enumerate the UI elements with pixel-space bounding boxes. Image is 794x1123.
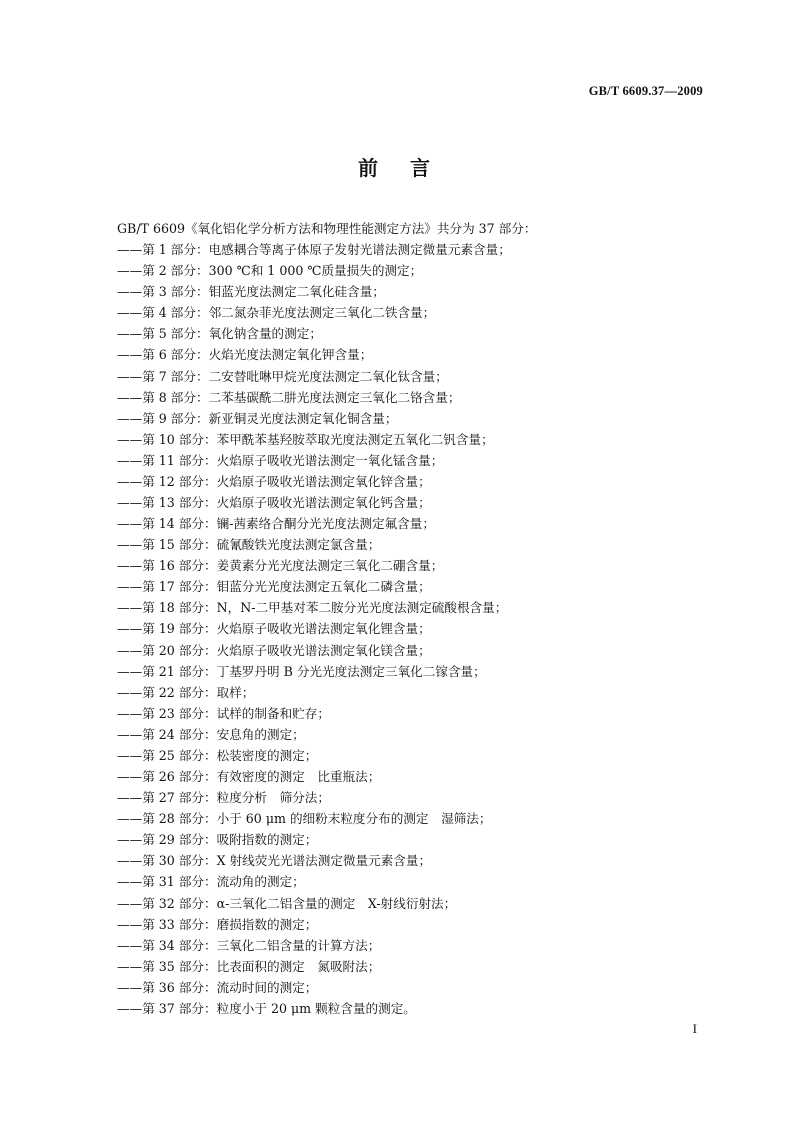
part-item: ——第 25 部分：松装密度的测定；: [117, 747, 318, 763]
part-item: ——第 28 部分：小于 60 μm 的细粉末粒度分布的测定 湿筛法；: [117, 811, 492, 827]
part-item: ——第 21 部分：丁基罗丹明 B 分光光度法测定三氧化二镓含量；: [117, 663, 486, 679]
part-item: ——第 35 部分：比表面积的测定 氮吸附法；: [117, 958, 381, 974]
part-item: ——第 14 部分：镧-茜素络合酮分光光度法测定氟含量；: [117, 516, 435, 532]
part-item: ——第 15 部分：硫氰酸铁光度法测定氯含量；: [117, 537, 381, 553]
part-item: ——第 13 部分：火焰原子吸收光谱法测定氧化钙含量；: [117, 495, 431, 511]
part-item: ——第 16 部分：姜黄素分光光度法测定三氧化二硼含量；: [117, 558, 444, 574]
standard-number: GB/T 6609.37—2009: [588, 84, 703, 98]
page-title: 前 言: [358, 156, 436, 180]
part-item: ——第 7 部分：二安替吡啉甲烷光度法测定二氧化钛含量；: [117, 368, 448, 384]
part-item: ——第 29 部分：吸附指数的测定；: [117, 832, 318, 848]
part-item: ——第 20 部分：火焰原子吸收光谱法测定氧化镁含量；: [117, 642, 431, 658]
intro-paragraph: GB/T 6609《氧化铝化学分析方法和物理性能测定方法》共分为 37 部分：: [117, 221, 537, 236]
part-item: ——第 4 部分：邻二氮杂菲光度法测定三氧化二铁含量；: [117, 305, 436, 321]
part-item: ——第 2 部分：300 ℃和 1 000 ℃质量损失的测定；: [117, 263, 423, 279]
part-item: ——第 6 部分：火焰光度法测定氧化钾含量；: [117, 347, 373, 363]
part-item: ——第 22 部分：取样；: [117, 684, 255, 700]
part-item: ——第 17 部分：钼蓝分光光度法测定五氧化二磷含量；: [117, 579, 431, 595]
part-item: ——第 3 部分：钼蓝光度法测定二氧化硅含量；: [117, 284, 385, 300]
part-item: ——第 19 部分：火焰原子吸收光谱法测定氧化锂含量；: [117, 621, 431, 637]
part-item: ——第 23 部分：试样的制备和贮存；: [117, 705, 330, 721]
part-item: ——第 32 部分：α-三氧化二铝含量的测定 X-射线衍射法；: [117, 895, 457, 911]
foreword-body: [117, 218, 717, 1019]
page-number: I: [692, 1021, 697, 1036]
part-item: ——第 33 部分：磨损指数的测定；: [117, 916, 318, 932]
part-item: ——第 31 部分：流动角的测定；: [117, 874, 305, 890]
part-item: ——第 12 部分：火焰原子吸收光谱法测定氧化锌含量；: [117, 473, 431, 489]
part-item: ——第 34 部分：三氧化二铝含量的计算方法；: [117, 937, 381, 953]
part-item: ——第 9 部分：新亚铜灵光度法测定氧化铜含量；: [117, 410, 398, 426]
part-item: ——第 37 部分：粒度小于 20 μm 颗粒含量的测定。: [117, 1000, 416, 1016]
part-item: ——第 30 部分：X 射线荧光光谱法测定微量元素含量；: [117, 853, 432, 869]
part-item: ——第 18 部分：N，N-二甲基对苯二胺分光光度法测定硫酸根含量；: [117, 600, 508, 616]
part-item: ——第 8 部分：二苯基碳酰二肼光度法测定三氧化二铬含量；: [117, 389, 461, 405]
part-item: ——第 1 部分：电感耦合等离子体原子发射光谱法测定微量元素含量；: [117, 242, 511, 258]
part-item: ——第 5 部分：氧化钠含量的测定；: [117, 326, 322, 342]
part-item: ——第 11 部分：火焰原子吸收光谱法测定一氧化锰含量；: [117, 452, 444, 468]
part-item: ——第 26 部分：有效密度的测定 比重瓶法；: [117, 769, 381, 785]
part-item: ——第 24 部分：安息角的测定；: [117, 726, 305, 742]
part-item: ——第 27 部分：粒度分析 筛分法；: [117, 790, 330, 806]
part-item: ——第 36 部分：流动时间的测定；: [117, 979, 318, 995]
part-item: ——第 10 部分：苯甲酰苯基羟胺萃取光度法测定五氧化二钒含量；: [117, 431, 494, 447]
